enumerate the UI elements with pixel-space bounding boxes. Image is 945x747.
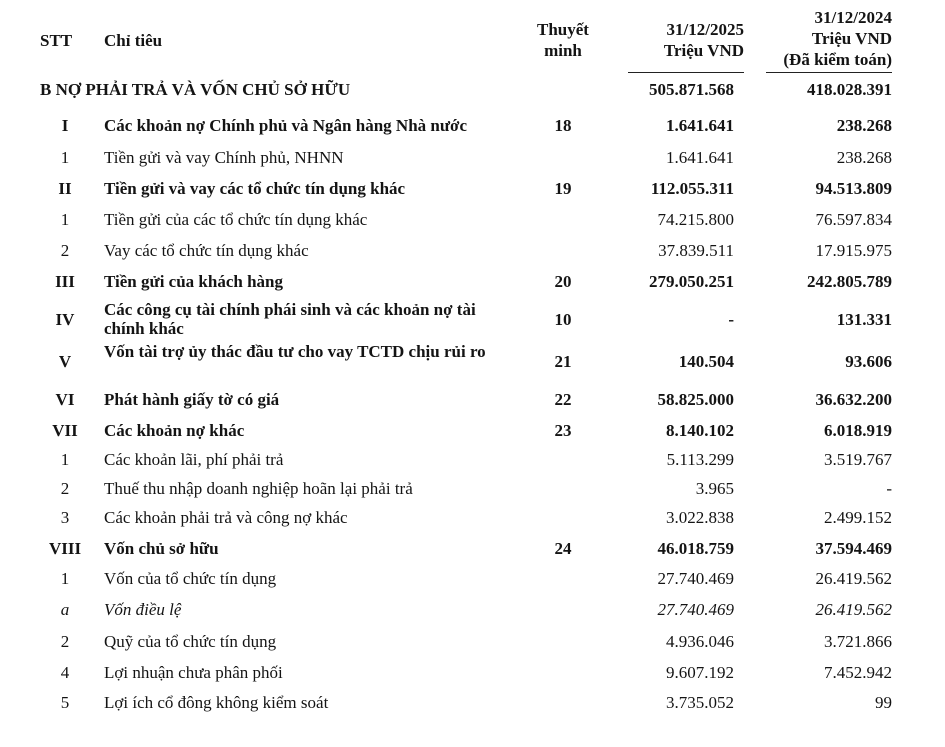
row-name: Tiền gửi và vay các tổ chức tín dụng khác [104, 179, 406, 198]
table-row [0, 663, 945, 685]
row-stt: IV [55, 310, 75, 329]
header-2024-underline [766, 72, 892, 73]
row-value-2025: 9.607.192 [666, 663, 734, 682]
row-value-2024: 99 [875, 693, 892, 712]
row-stt: 5 [60, 693, 70, 712]
row-value-2025: 4.936.046 [666, 632, 734, 651]
section-total-row [0, 80, 945, 102]
row-value-2024: 2.499.152 [824, 508, 892, 527]
row-value-2024: 7.452.942 [824, 663, 892, 682]
row-name: Các khoản nợ khác [104, 421, 245, 440]
section-label: B NỢ PHẢI TRẢ VÀ VỐN CHỦ SỞ HỮU [40, 80, 351, 99]
row-stt: 2 [60, 241, 70, 260]
row-name: Tiền gửi và vay Chính phủ, NHNN [104, 148, 344, 167]
row-value-2024: 6.018.919 [824, 421, 892, 440]
row-stt: 1 [60, 210, 70, 229]
header-stt: STT [40, 31, 73, 50]
table-row [0, 272, 945, 294]
row-name: Thuế thu nhập doanh nghiệp hoãn lại phải trả [104, 479, 413, 498]
table-row [0, 210, 945, 232]
row-value-2024: 93.606 [845, 352, 892, 371]
row-value-2025: 27.740.469 [657, 600, 734, 619]
row-note: 21 [554, 352, 572, 371]
row-value-2025: 3.022.838 [666, 508, 734, 527]
row-name: Vay các tổ chức tín dụng khác [104, 241, 309, 260]
row-note: 10 [554, 310, 572, 329]
header-note-line2: minh [544, 41, 582, 60]
row-stt: I [61, 116, 69, 135]
row-value-2025: 140.504 [678, 352, 734, 371]
table-row [0, 632, 945, 654]
row-name: Vốn điều lệ [104, 600, 182, 619]
row-value-2024: 238.268 [836, 148, 892, 167]
header-2025-unit: Triệu VND [663, 41, 744, 60]
table-row [0, 479, 945, 501]
header-2025-date: 31/12/2025 [666, 20, 744, 39]
row-value-2024: 3.721.866 [824, 632, 892, 651]
row-value-2025: 58.825.000 [657, 390, 734, 409]
row-value-2024: 26.419.562 [815, 569, 892, 588]
row-value-2024: 131.331 [836, 310, 892, 329]
row-stt: 3 [60, 508, 70, 527]
row-stt: 1 [60, 450, 70, 469]
row-value-2025: 37.839.511 [658, 241, 734, 260]
row-stt: a [60, 600, 70, 619]
row-note: 20 [554, 272, 572, 291]
header-2024-date: 31/12/2024 [814, 8, 892, 27]
row-stt: V [58, 352, 72, 371]
row-value-2024: 238.268 [836, 116, 892, 135]
table-row [0, 241, 945, 263]
header-2025-underline [628, 72, 744, 73]
row-name: Lợi ích cổ đông không kiểm soát [104, 693, 329, 712]
row-name: Vốn tài trợ ủy thác đầu tư cho vay TCTD chịu rủi ro [104, 342, 486, 361]
row-stt: 2 [60, 632, 70, 651]
row-stt: VIII [48, 539, 82, 558]
row-name: Các khoản nợ Chính phủ và Ngân hàng Nhà nước [104, 116, 468, 135]
table-row [0, 342, 945, 382]
table-row [0, 693, 945, 715]
row-note: 18 [554, 116, 572, 135]
row-value-2025: 74.215.800 [657, 210, 734, 229]
table-row [0, 508, 945, 530]
row-value-2025: - [728, 310, 734, 329]
row-value-2024: 37.594.469 [815, 539, 892, 558]
row-stt: III [55, 272, 75, 291]
row-name: Quỹ của tổ chức tín dụng [104, 632, 277, 651]
row-stt: 1 [60, 148, 70, 167]
row-value-2025: 1.641.641 [666, 148, 734, 167]
row-name: Các khoản phải trả và công nợ khác [104, 508, 348, 527]
row-value-2025: 3.965 [695, 479, 734, 498]
header-2024-unit: Triệu VND [811, 29, 892, 48]
row-value-2024: 3.519.767 [824, 450, 892, 469]
row-value-2024: - [886, 479, 892, 498]
section-value-2024: 418.028.391 [807, 80, 892, 99]
row-value-2024: 242.805.789 [807, 272, 892, 291]
row-value-2025: 1.641.641 [666, 116, 734, 135]
row-value-2025: 5.113.299 [666, 450, 734, 469]
table-row [0, 116, 945, 138]
row-stt: VI [55, 390, 75, 409]
header-indicator: Chỉ tiêu [104, 31, 163, 50]
table-row [0, 148, 945, 170]
row-name: Tiền gửi của các tổ chức tín dụng khác [104, 210, 368, 229]
row-stt: 2 [60, 479, 70, 498]
header-note-line1: Thuyết [537, 20, 589, 39]
header-2024-audit: (Đã kiểm toán) [783, 50, 892, 69]
row-stt: VII [52, 421, 78, 440]
table-row [0, 300, 945, 340]
row-value-2025: 3.735.052 [666, 693, 734, 712]
table-row [0, 179, 945, 201]
row-value-2025: 46.018.759 [657, 539, 734, 558]
table-row [0, 539, 945, 561]
row-stt: 4 [60, 663, 70, 682]
table-row [0, 390, 945, 412]
row-note: 22 [554, 390, 572, 409]
row-value-2024: 94.513.809 [815, 179, 892, 198]
row-name: Vốn chủ sở hữu [104, 539, 219, 558]
row-value-2024: 76.597.834 [815, 210, 892, 229]
row-value-2025: 112.055.311 [650, 179, 734, 198]
table-row [0, 421, 945, 443]
section-value-2025: 505.871.568 [649, 80, 734, 99]
row-value-2025: 8.140.102 [666, 421, 734, 440]
row-value-2024: 17.915.975 [815, 241, 892, 260]
row-note: 19 [554, 179, 572, 198]
row-name: Tiền gửi của khách hàng [104, 272, 283, 291]
row-note: 23 [554, 421, 572, 440]
row-name: Các khoản lãi, phí phải trả [104, 450, 284, 469]
row-value-2025: 279.050.251 [649, 272, 734, 291]
row-name: Các công cụ tài chính phái sinh và các khoản nợ tài chính khác [104, 300, 476, 338]
row-value-2024: 26.419.562 [815, 600, 892, 619]
table-row [0, 569, 945, 591]
row-name: Lợi nhuận chưa phân phối [104, 663, 283, 682]
row-name: Vốn của tổ chức tín dụng [104, 569, 277, 588]
row-value-2024: 36.632.200 [815, 390, 892, 409]
row-note: 24 [554, 539, 572, 558]
table-row [0, 600, 945, 622]
row-stt: II [58, 179, 72, 198]
table-row [0, 450, 945, 472]
row-stt: 1 [60, 569, 70, 588]
row-value-2025: 27.740.469 [657, 569, 734, 588]
row-name: Phát hành giấy tờ có giá [104, 390, 280, 409]
